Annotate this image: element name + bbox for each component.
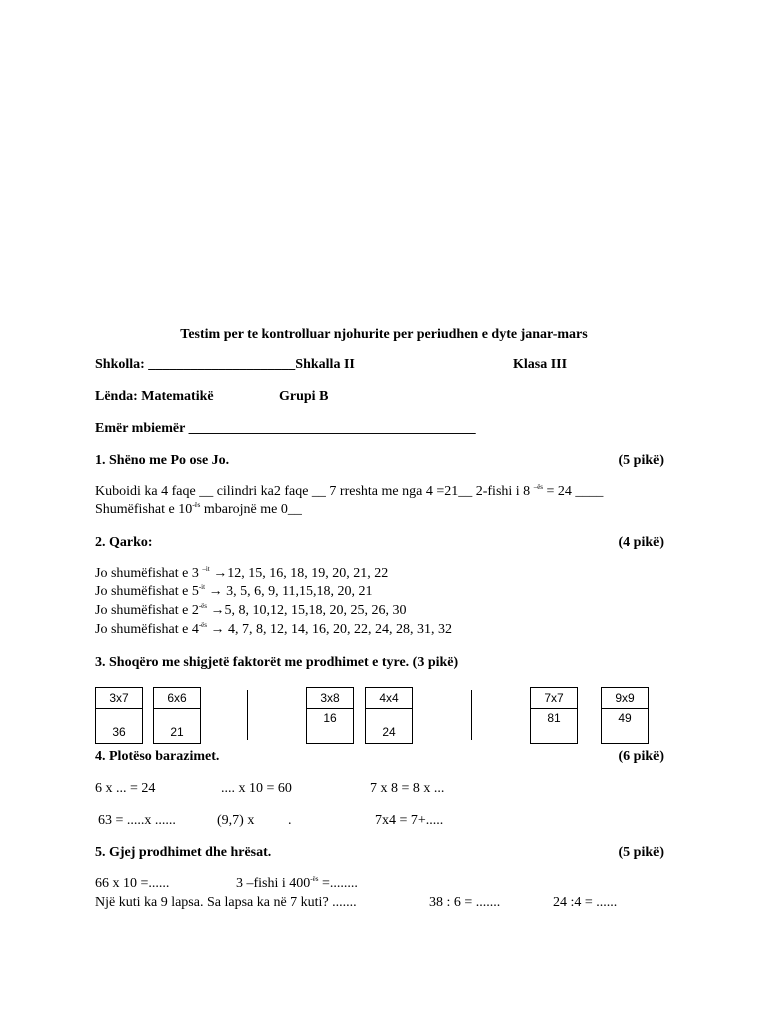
factor-label: 4x4 [366, 688, 412, 709]
q2-row: Jo shumëfishat e $4^{-ës} \to 4$, 7, 8, 12, 14, 16, 20, 22, 24, 28, 31, 32 [95, 621, 452, 637]
divider-line [247, 690, 248, 740]
arrow-right-icon: → [210, 622, 225, 637]
equation: 63 = .....x ...... [98, 813, 176, 828]
q2-points: (4 pikë) [618, 535, 664, 550]
arrow-right-icon: → [210, 603, 225, 618]
q2-row: Jo shumëfishat e $2^{-ës} \to 5$, 8, 10,12, 15,18, 20, 25, 26, 30 [95, 602, 407, 618]
factor-box [530, 687, 578, 744]
q2-title: 2. Qarko: [95, 535, 153, 550]
q5-item: Një kuti ka 9 lapsa. Sa lapsa ka në 7 kuti? ....... [95, 895, 357, 910]
q4-title: 4. Plotëso barazimet. [95, 749, 220, 764]
school-line: Shkolla: _____________________Shkalla II [95, 357, 355, 372]
subject-label: Lënda: Matematikë [95, 389, 214, 404]
factor-label: 6x6 [154, 688, 200, 709]
factor-label: 3x8 [307, 688, 353, 709]
q1-title: 1. Shëno me Po ose Jo. [95, 453, 230, 468]
equation: (9,7) x [217, 813, 255, 828]
q5-title: 5. Gjej prodhimet dhe hrësat. [95, 845, 272, 860]
factor-label: 7x7 [531, 688, 577, 709]
q1-points: (5 pikë) [618, 453, 664, 468]
q4-points: (6 pikë) [618, 749, 664, 764]
product-label: 49 [618, 711, 632, 725]
product-label: 81 [547, 711, 561, 725]
q3-title: 3. Shoqëro me shigjetë faktorët me prodhimet e tyre. (3 pikë) [95, 655, 459, 670]
factor-box [601, 687, 649, 744]
factor-box [153, 687, 201, 744]
class-label: Klasa III [513, 357, 568, 372]
q2-row: Jo shumëfishat e $5^{-it} \to 3$, 5, 6, 9, 11,15,18, 20, 21 [95, 583, 373, 599]
factor-box [95, 687, 143, 744]
group-label: Grupi B [279, 389, 329, 404]
product-label: 16 [323, 711, 337, 725]
equation: . [288, 813, 292, 828]
factor-box [365, 687, 413, 744]
factor-label: 9x9 [602, 688, 648, 709]
q2-row: Jo shumëfishat e 3 $^{-it}$ →12, 15, 16, 18, 19, 20, 21, 22 [95, 565, 389, 581]
equation: 6 x ... = 24 [95, 781, 156, 796]
q1-line-2: Shumëfishat e $10^{-ës}$ mbarojnë me 0__ [95, 501, 302, 517]
factor-label: 3x7 [96, 688, 142, 709]
arrow-right-icon: → [213, 566, 228, 581]
q5-points: (5 pikë) [618, 845, 664, 860]
q5-item: 38 : 6 = ....... [429, 895, 501, 910]
arrow-right-icon: → [208, 584, 223, 599]
product-label: 24 [382, 725, 396, 739]
product-label: 36 [112, 725, 126, 739]
q1-line-1: Kuboidi ka 4 faqe __ cilindri ka2 faqe __ 7 rreshta me nga 4 =21__ 2-fishi i 8 $^{-ës}$ = 24 ____ [95, 483, 604, 499]
equation: .... x 10 = 60 [221, 781, 292, 796]
page-title: Testim per te kontrolluar njohurite per periudhen e dyte janar-mars [180, 327, 588, 342]
equation: 7 x 8 = 8 x ... [370, 781, 445, 796]
q5-item: 66 x 10 =...... [95, 876, 170, 891]
equation: 7x4 = 7+..... [375, 813, 444, 828]
factor-box [306, 687, 354, 744]
product-label: 21 [170, 725, 184, 739]
q5-item: 24 :4 = ...... [553, 895, 618, 910]
divider-line [471, 690, 472, 740]
name-line: Emër mbiemër _________________________________________ [95, 421, 476, 436]
q5-item: 3 –fishi i $400^{-ës}$ =........ [236, 875, 358, 891]
